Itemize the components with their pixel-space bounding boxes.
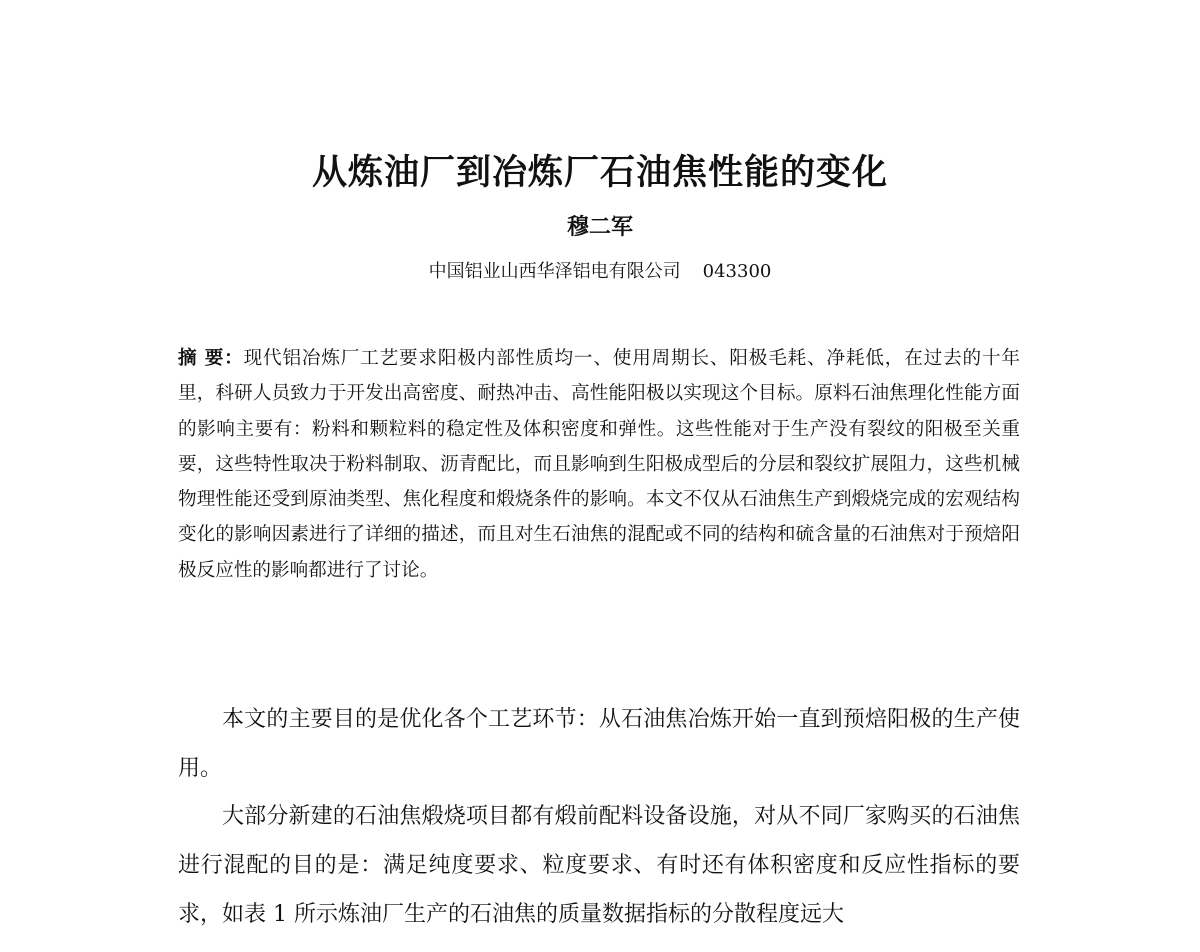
body-paragraph-1: 本文的主要目的是优化各个工艺环节：从石油焦冶炼开始一直到预焙阳极的生产使用。 — [178, 707, 1020, 781]
abstract-label: 摘 要： — [178, 348, 244, 369]
postal-code: 043300 — [702, 261, 772, 282]
abstract-text: 现代铝冶炼厂工艺要求阳极内部性质均一、使用周期长、阳极毛耗、净耗低，在过去的十年里，科研人员致力于开发出高密度、耐热冲击、高性能阳极以实现这个目标。原料石油焦理化性能方面的影响主要有：粉料和颗粒料的稳定性及体积密度和弹性。这些性能对于生产没有裂纹的阳极至关重要，这些特性取决于粉料制取、沥青配比，而且影响到生阳极成型后的分层和裂纹扩展阻力，这些机械物理性能还受到原油类型、焦化程度和煅烧条件的影响。本文不仅从石油焦生产到煅烧完成的宏观结构变化的影响因素进行了详细的描述，而且对生石油焦的混配或不同的结构和硫含量的石油焦对于预焙阳极反应性的影响都进行了讨论。 — [178, 348, 1020, 581]
affiliation: 中国铝业山西华泽铝电有限公司 — [428, 261, 681, 282]
author-name: 穆二军 — [566, 215, 633, 240]
paper-title: 从炼油厂到冶炼厂石油焦性能的变化 — [311, 153, 888, 193]
abstract — [178, 341, 1020, 588]
body-paragraph-2: 大部分新建的石油焦煅烧项目都有煅前配料设备设施，对从不同厂家购买的石油焦进行混配的目的是：满足纯度要求、粒度要求、有时还有体积密度和反应性指标的要求，如表 1 所示炼油厂生产的石油焦的质量数据指标的分散程度远大 — [178, 804, 1020, 927]
affiliation-line — [0, 256, 1200, 288]
